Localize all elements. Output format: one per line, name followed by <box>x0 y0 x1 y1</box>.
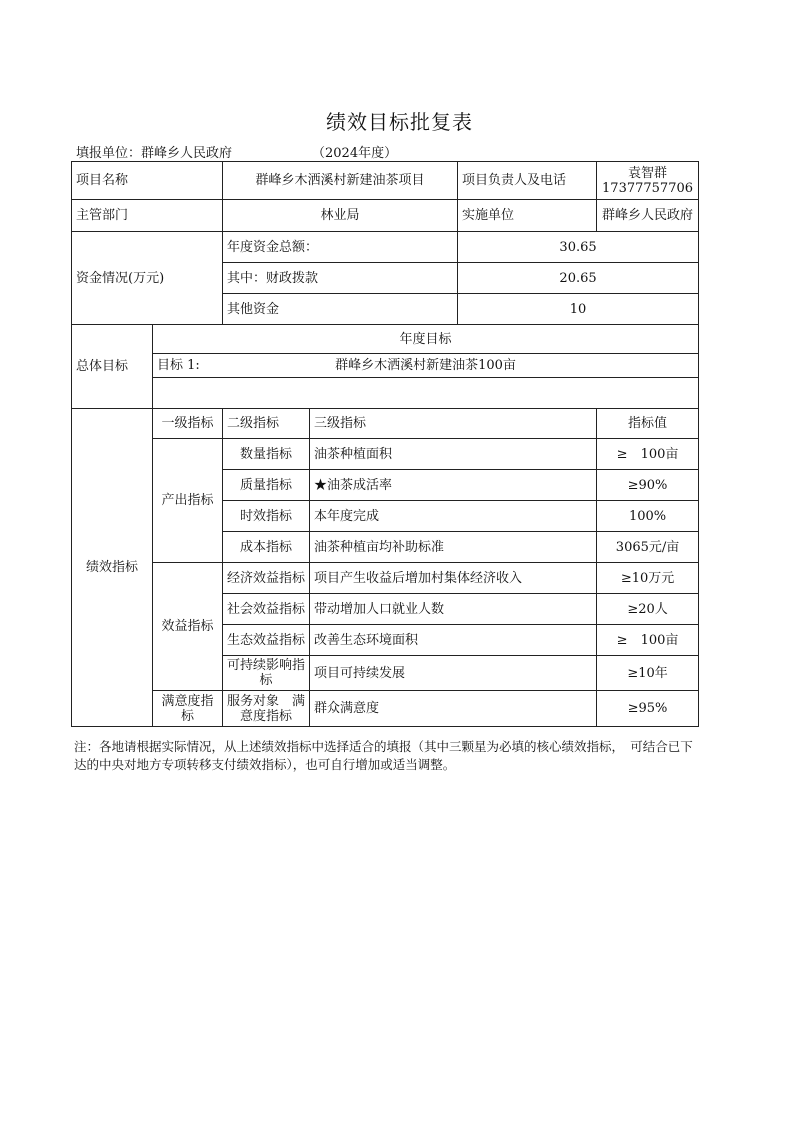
funds-label: 资金情况(万元) <box>72 232 223 325</box>
annual-target-header: 年度目标 <box>153 325 699 354</box>
department-row <box>72 200 699 232</box>
indicator-level3: 本年度完成 <box>310 501 597 532</box>
goal-1-value: 群峰乡木洒溪村新建油茶100亩 <box>335 358 516 373</box>
performance-target-table <box>71 161 699 727</box>
funds-fiscal-value: 20.65 <box>458 263 699 294</box>
indicator-level2: 时效指标 <box>223 501 310 532</box>
header-level2: 二级指标 <box>223 409 310 439</box>
indicator-row <box>72 691 699 727</box>
indicator-level3: 油茶种植亩均补助标准 <box>310 532 597 563</box>
indicator-level3: 群众满意度 <box>310 691 597 727</box>
project-leader-label: 项目负责人及电话 <box>458 162 597 200</box>
indicator-value: ≥90% <box>597 470 699 501</box>
indicator-row <box>72 563 699 594</box>
funds-total-value: 30.65 <box>458 232 699 263</box>
indicator-value: 3065元/亩 <box>597 532 699 563</box>
funds-total-label: 年度资金总额： <box>223 232 458 263</box>
indicator-row <box>72 439 699 470</box>
project-name-row <box>72 162 699 200</box>
indicator-level3: 项目产生收益后增加村集体经济收入 <box>310 563 597 594</box>
goal-1-label: 目标 1: <box>157 358 200 373</box>
project-leader-name: 袁智群 <box>628 165 668 181</box>
indicator-level2: 可持续影响指标 <box>223 656 310 691</box>
indicator-level3: ★油茶成活率 <box>310 470 597 501</box>
goal-blank-row <box>72 378 699 409</box>
indicator-level2: 经济效益指标 <box>223 563 310 594</box>
header-value: 指标值 <box>597 409 699 439</box>
indicator-level2: 社会效益指标 <box>223 594 310 625</box>
impl-unit-value: 群峰乡人民政府 <box>597 200 699 232</box>
indicator-level2: 成本指标 <box>223 532 310 563</box>
header-level3: 三级指标 <box>310 409 597 439</box>
indicator-header-row <box>72 409 699 439</box>
performance-label: 绩效指标 <box>72 409 153 727</box>
goal-1-row <box>72 354 699 378</box>
project-leader-phone: 17377757706 <box>602 180 694 196</box>
indicator-level3: 带动增加人口就业人数 <box>310 594 597 625</box>
funds-other-value: 10 <box>458 294 699 325</box>
project-name-value: 群峰乡木洒溪村新建油茶项目 <box>223 162 458 200</box>
dept-label: 主管部门 <box>72 200 223 232</box>
indicator-level2: 生态效益指标 <box>223 625 310 656</box>
project-name-label: 项目名称 <box>72 162 223 200</box>
indicator-value: ≥20人 <box>597 594 699 625</box>
indicator-value: ≥10年 <box>597 656 699 691</box>
footnote: 注：各地请根据实际情况，从上述绩效指标中选择适合的填报（其中三颗星为必填的核心绩效指标， 可结合已下达的中央对地方专项转移支付绩效指标），也可自行增加或适当调整。 <box>74 739 693 772</box>
benefit-indicator-label: 效益指标 <box>153 563 223 691</box>
indicator-level3: 油茶种植面积 <box>310 439 597 470</box>
dept-value: 林业局 <box>223 200 458 232</box>
funds-fiscal-label: 其中：财政拨款 <box>223 263 458 294</box>
funds-other-label: 其他资金 <box>223 294 458 325</box>
satisfaction-indicator-label: 满意度指标 <box>153 691 223 727</box>
indicator-level2: 质量指标 <box>223 470 310 501</box>
funds-total-row <box>72 232 699 263</box>
overall-target-label: 总体目标 <box>72 325 153 409</box>
report-year: （2024年度） <box>312 146 398 161</box>
indicator-value: ≥10万元 <box>597 563 699 594</box>
indicator-level3: 项目可持续发展 <box>310 656 597 691</box>
indicator-value: ≥ 100亩 <box>597 625 699 656</box>
goal-1-cell <box>153 354 699 378</box>
indicator-value: 100% <box>597 501 699 532</box>
project-leader-value <box>597 162 699 200</box>
indicator-level2: 数量指标 <box>223 439 310 470</box>
impl-unit-label: 实施单位 <box>458 200 597 232</box>
goal-blank-cell <box>153 378 699 409</box>
reporting-unit: 填报单位：群峰乡人民政府 <box>76 146 233 161</box>
output-indicator-label: 产出指标 <box>153 439 223 563</box>
indicator-value: ≥ 100亩 <box>597 439 699 470</box>
annual-target-header-row <box>72 325 699 354</box>
indicator-level2: 服务对象 满意度指标 <box>223 691 310 727</box>
page-title: 绩效目标批复表 <box>326 110 473 134</box>
indicator-level3: 改善生态环境面积 <box>310 625 597 656</box>
indicator-value: ≥95% <box>597 691 699 727</box>
header-level1: 一级指标 <box>153 409 223 439</box>
